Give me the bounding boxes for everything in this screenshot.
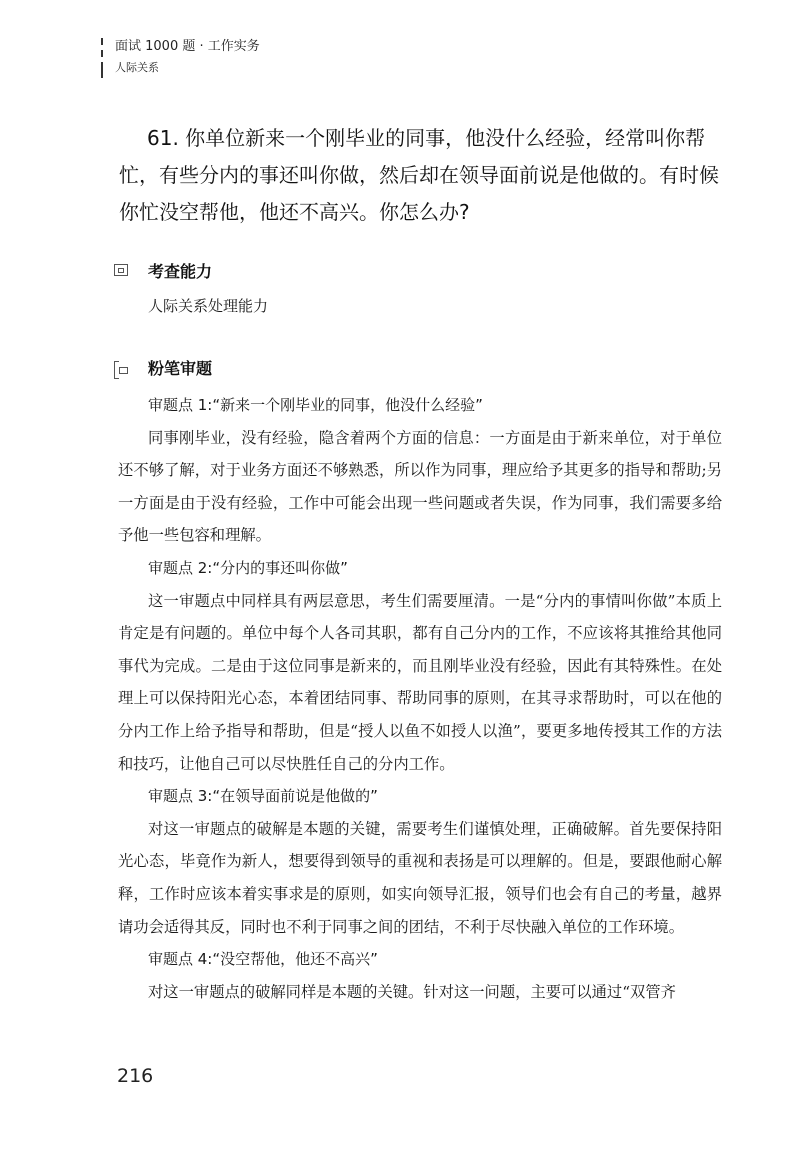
analysis-point-heading: 审题点 3:“在领导面前说是他做的” [148,787,378,806]
analysis-section-title: 粉笔审题 [148,359,213,378]
running-header-section: 人际关系 [115,61,159,74]
analysis-body [118,389,722,1008]
analysis-paragraph: 这一审题点中同样具有两层意思，考生们需要厘清。一是“分内的事情叫你做”本质上肯定是有问题的。单位中每个人各司其职，都有自己分内的工作，不应该将其推给其他同事代为完成。二是由于这位同事是新来的，而且刚毕业没有经验，因此有其特殊性。在处理上可以保持阳光心态，本着团结同事、帮助同事的原则，在其寻求帮助时，可以在他的分内工作上给予指导和帮助，但是“授人以鱼不如授人以渔”，要更多地传授其工作的方法和技巧，让他自己可以尽快胜任自己的分内工作。 [118,591,722,773]
analysis-paragraph: 对这一审题点的破解同样是本题的关键。针对这一问题，主要可以通过“双管齐 [148,982,676,1001]
page-number: 216 [117,1065,154,1087]
analysis-paragraph: 对这一审题点的破解是本题的关键，需要考生们谨慎处理，正确破解。首先要保持阳光心态，毕竟作为新人，想要得到领导的重视和表扬是可以理解的。但是，要跟他耐心解释，工作时应该本着实事求是的原则，如实向领导汇报，领导们也会有自己的考量，越界请功会适得其反，同时也不利于同事之间的团结，不利于尽快融入单位的工作环境。 [118,819,722,936]
analysis-paragraph: 同事刚毕业，没有经验，隐含着两个方面的信息：一方面是由于新来单位，对于单位还不够了解，对于业务方面还不够熟悉，所以作为同事，理应给予其更多的指导和帮助;另一方面是由于没有经验，工作中可能会出现一些问题或者失误，作为同事，我们需要多给予他一些包容和理解。 [118,428,722,545]
header-divider-marks [101,38,104,78]
ability-section-title: 考查能力 [148,262,213,281]
analysis-point-heading: 审题点 1:“新来一个刚毕业的同事，他没什么经验” [148,396,483,414]
running-header-title: 面试 1000 题 · 工作实务 [115,39,260,54]
analysis-point-heading: 审题点 4:“没空帮他，他还不高兴” [148,950,378,969]
question-text: 61. 你单位新来一个刚毕业的同事，他没什么经验，经常叫你帮忙，有些分内的事还叫你做，然后却在领导面前说是他做的。有时候你忙没空帮他，他还不高兴。你怎么办? [119,126,719,224]
ability-content: 人际关系处理能力 [148,297,269,315]
analysis-point-heading: 审题点 2:“分内的事还叫你做” [148,558,348,577]
section-marker-icon [114,264,128,276]
section-marker-icon [114,361,128,379]
